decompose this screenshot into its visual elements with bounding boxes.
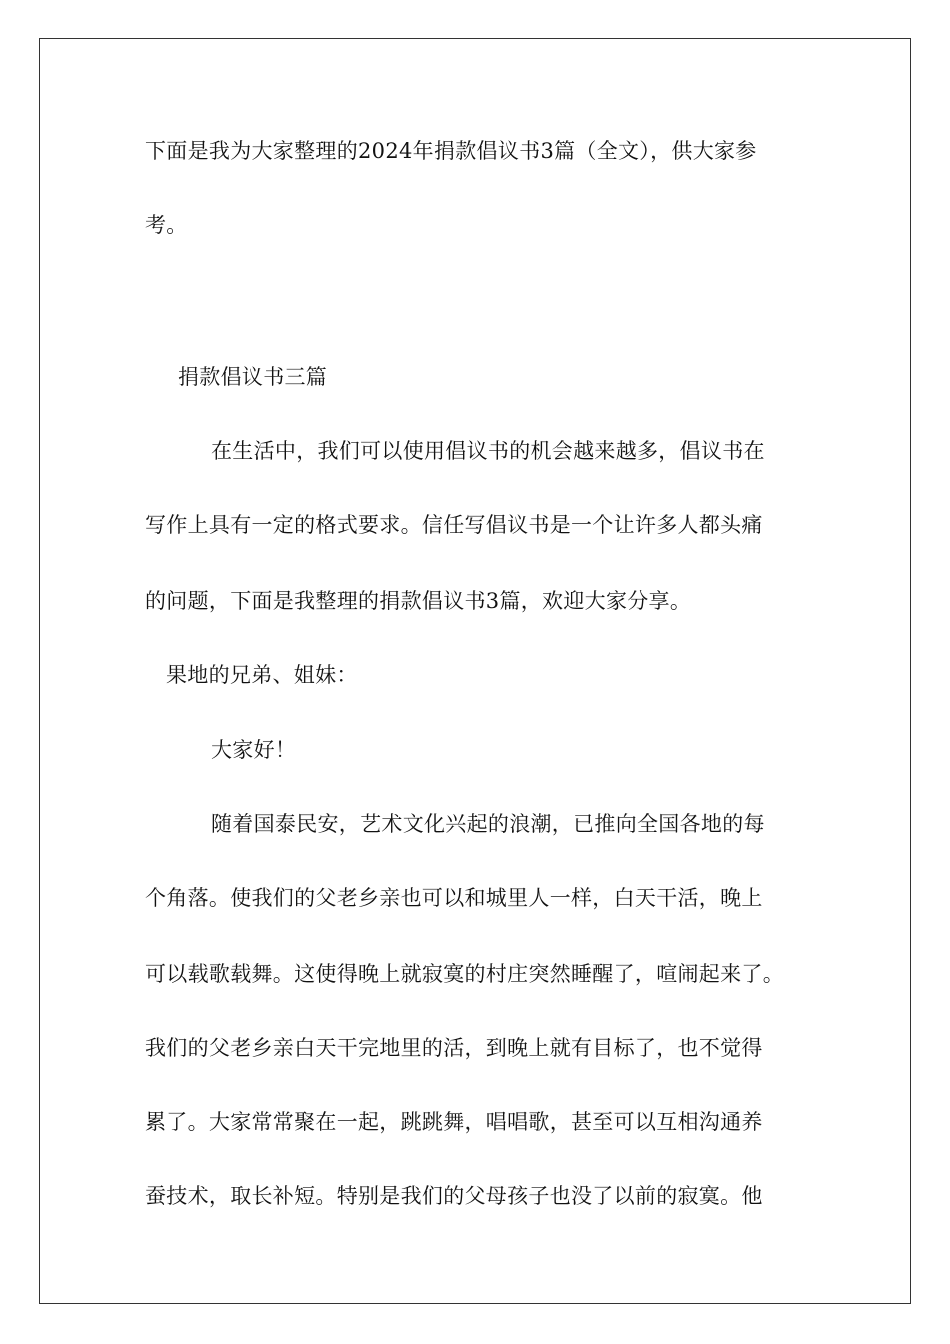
text-line-para2-6: 蚕技术，取长补短。特别是我们的父母孩子也没了以前的寂寞。他 <box>145 1184 763 1208</box>
text-line-para2-5: 累了。大家常常聚在一起，跳跳舞，唱唱歌，甚至可以互相沟通养 <box>145 1110 763 1134</box>
text-line-intro: 下面是我为大家整理的2024年捐款倡议书3篇（全文），供大家参 <box>145 139 757 163</box>
text-line-para2-3: 可以载歌载舞。这使得晚上就寂寞的村庄突然睡醒了，喧闹起来了。 <box>145 962 784 986</box>
text-line-para1-2: 写作上具有一定的格式要求。信任写倡议书是一个让许多人都头痛 <box>145 513 763 537</box>
text-line-para2-4: 我们的父老乡亲白天干完地里的活，到晚上就有目标了，也不觉得 <box>145 1036 763 1060</box>
text-line-intro-cont: 考。 <box>145 213 188 237</box>
text-line-para1-1: 在生活中，我们可以使用倡议书的机会越来越多，倡议书在 <box>211 439 765 463</box>
text-line-para2-1: 随着国泰民安，艺术文化兴起的浪潮，已推向全国各地的每 <box>211 812 765 836</box>
section-heading: 捐款倡议书三篇 <box>178 365 328 389</box>
text-line-para2-2: 个角落。使我们的父老乡亲也可以和城里人一样，白天干活，晚上 <box>145 886 763 910</box>
text-line-para1-3: 的问题，下面是我整理的捐款倡议书3篇，欢迎大家分享。 <box>145 589 692 613</box>
greeting: 大家好！ <box>211 738 297 762</box>
salutation: 果地的兄弟、姐妹： <box>166 663 358 687</box>
